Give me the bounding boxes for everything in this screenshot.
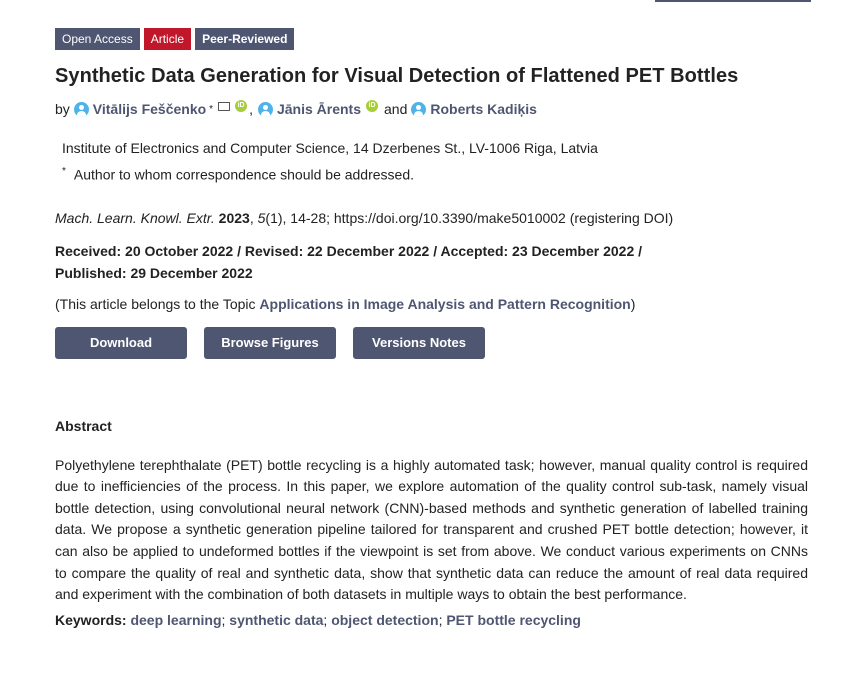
- by-label: by: [55, 101, 70, 117]
- versions-notes-button[interactable]: Versions Notes: [353, 327, 485, 359]
- open-access-badge: Open Access: [55, 28, 140, 50]
- correspondence-text: Author to whom correspondence should be addressed.: [73, 166, 415, 183]
- author-link-fescenko[interactable]: Vitālijs Feščenko: [92, 101, 207, 117]
- and-label: and: [384, 101, 408, 117]
- citation-year: 2023: [218, 209, 250, 226]
- keyword-separator: ;: [438, 611, 443, 628]
- article-type-badge: Article: [144, 28, 191, 50]
- keywords-line: [55, 612, 810, 628]
- journal-name: Mach. Learn. Knowl. Extr.: [55, 209, 215, 226]
- keyword-separator: ;: [323, 611, 328, 628]
- keyword-link[interactable]: deep learning: [130, 611, 222, 628]
- topic-prefix: (This article belongs to the Topic: [55, 295, 256, 312]
- email-icon[interactable]: [218, 102, 230, 111]
- keyword-link[interactable]: PET bottle recycling: [446, 611, 581, 628]
- correspondence-marker: *: [209, 103, 214, 115]
- browse-figures-button[interactable]: Browse Figures: [204, 327, 336, 359]
- citation-line: Mach. Learn. Knowl. Extr. 2023, 5(1), 14-28; https://doi.org/10.3390/make5010002 (registering DOI): [55, 209, 674, 226]
- topic-suffix: ): [630, 295, 636, 312]
- keyword-link[interactable]: synthetic data: [229, 611, 324, 628]
- publication-dates: [55, 240, 810, 284]
- topic-link[interactable]: Applications in Image Analysis and Pattern Recognition: [259, 295, 631, 312]
- person-icon: [74, 102, 89, 117]
- author-link-arents[interactable]: Jānis Ārents: [276, 101, 361, 117]
- affiliations: [62, 137, 810, 187]
- abstract-text: Polyethylene terephthalate (PET) bottle recycling is a highly automated task; however, manual quality control is required due to inefficiencies of the process. In this paper, we explore automation of the quality control sub-task, namely visual bottle detection, using convolutional neural network (CNN)-based methods and synthetic generation of labelled training data. We propose a synthetic generation pipeline tailored for transparent and crushed PET bottle detection; however, it can also be applied to undeformed bottles if the viewpoint is set from above. We conduct various experiments on CNNs to compare the quality of real and synthetic data, show that synthetic data can reduce the amount of real data required and experiment with the combination of both datasets in multiple ways to obtain the best performance.: [55, 456, 808, 603]
- keyword-link[interactable]: object detection: [331, 611, 439, 628]
- peer-reviewed-badge[interactable]: Peer-Reviewed: [195, 28, 294, 50]
- person-icon: [258, 102, 273, 117]
- correspondence-note: [62, 160, 810, 187]
- dates-line-2: Published: 29 December 2022: [55, 264, 253, 281]
- citation-rest: (1), 14-28; https://doi.org/10.3390/make5010002 (registering DOI): [265, 209, 674, 226]
- author-list: [55, 101, 810, 117]
- author-separator: ,: [249, 101, 253, 117]
- article-header: [55, 28, 810, 628]
- keyword-separator: ;: [221, 611, 226, 628]
- keywords-label: Keywords:: [55, 611, 127, 628]
- action-buttons: [55, 327, 810, 359]
- person-icon: [411, 102, 426, 117]
- citation-volume: 5: [257, 209, 266, 226]
- author-link-kadikis[interactable]: Roberts Kadiķis: [430, 101, 537, 117]
- header-bottom-line: [655, 0, 811, 2]
- dates-line-1: Received: 20 October 2022 / Revised: 22 December 2022 / Accepted: 23 December 2022 /: [55, 242, 643, 259]
- correspondence-star: *: [62, 166, 66, 177]
- abstract-heading: Abstract: [55, 417, 112, 434]
- badge-row: [55, 28, 810, 50]
- affiliation-institute: Institute of Electronics and Computer Science, 14 Dzerbenes St., LV-1006 Riga, Latvia: [62, 140, 598, 156]
- topic-line: [55, 296, 810, 312]
- orcid-icon[interactable]: iD: [366, 100, 378, 112]
- orcid-icon[interactable]: iD: [235, 100, 247, 112]
- article-title: Synthetic Data Generation for Visual Detection of Flattened PET Bottles: [55, 65, 739, 87]
- download-button[interactable]: Download: [55, 327, 187, 359]
